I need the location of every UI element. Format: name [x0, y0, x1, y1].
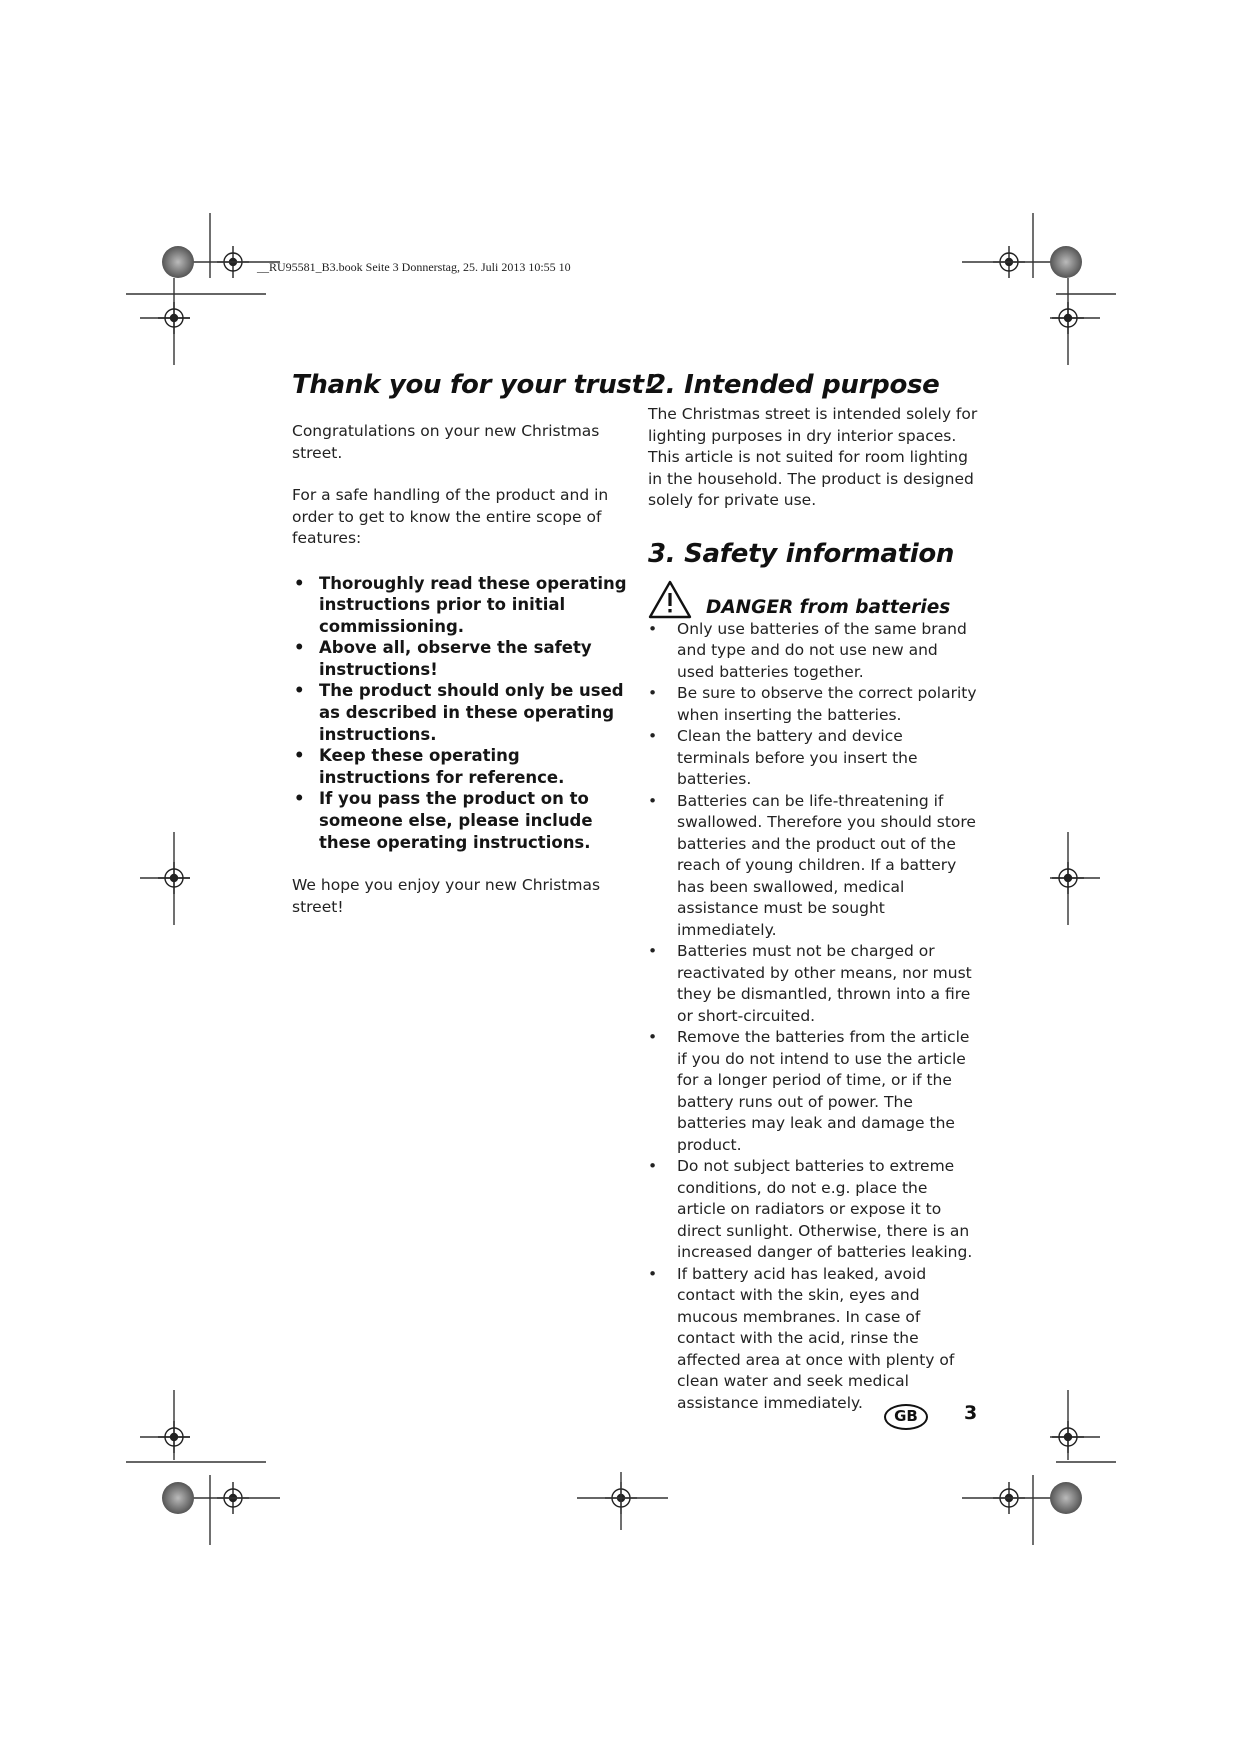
- handling-text: For a safe handling of the product and in order to get to know the entire scope of features:: [292, 486, 609, 547]
- list-item: • Keep these operating instructions for reference.: [292, 745, 632, 788]
- safety-list: [648, 619, 978, 1415]
- page-number: 3: [964, 1402, 978, 1424]
- list-item: • If battery acid has leaked, avoid contact with the skin, eyes and mucous membranes. In case of contact with the acid, rinse the affected area at once with plenty of clean water and seek medical assistance immediately.: [648, 1264, 978, 1415]
- purpose-text: The Christmas street is intended solely for lighting purposes in dry interior spaces. This article is not suited for room lighting in the household. The product is designed solely for private use.: [648, 405, 978, 509]
- left-column: [292, 370, 656, 918]
- list-item: • Batteries must not be charged or reactivated by other means, nor must they be dismantled, thrown into a fire or short-circuited.: [648, 941, 978, 1027]
- list-item: • If you pass the product on to someone else, please include these operating instructions.: [292, 788, 632, 853]
- danger-title: DANGER from batteries: [706, 596, 951, 618]
- instructions-list: [292, 573, 632, 854]
- list-item: • Thoroughly read these operating instructions prior to initial commissioning.: [292, 573, 632, 638]
- list-item: • Clean the battery and device terminals before you insert the batteries.: [648, 726, 978, 791]
- list-item: • Only use batteries of the same brand and type and do not use new and used batteries together.: [648, 619, 978, 684]
- closing-text: We hope you enjoy your new Christmas street!: [292, 876, 601, 916]
- warning-triangle-icon: [648, 579, 692, 619]
- list-item: • The product should only be used as described in these operating instructions.: [292, 680, 632, 745]
- list-item: • Be sure to observe the correct polarity when inserting the batteries.: [648, 683, 978, 726]
- list-item: • Above all, observe the safety instructions!: [292, 637, 632, 680]
- safety-information-heading: 3. Safety information: [648, 538, 955, 569]
- thank-you-heading: Thank you for your trust!: [292, 370, 656, 400]
- right-column: [648, 370, 978, 1414]
- print-slug: __RU95581_B3.book Seite 3 Donnerstag, 25. Juli 2013 10:55 10: [257, 260, 571, 274]
- list-item: • Batteries can be life-threatening if swallowed. Therefore you should store batteries and the product out of the reach of young children. If a battery has been swallowed, medical assistance must be sought immediately.: [648, 791, 978, 942]
- list-item: • Do not subject batteries to extreme conditions, do not e.g. place the article on radiators or expose it to direct sunlight. Otherwise, there is an increased danger of batteries leaking.: [648, 1156, 978, 1264]
- danger-header: [648, 577, 978, 619]
- intended-purpose-heading: 2. Intended purpose: [648, 370, 940, 400]
- country-badge: GB: [884, 1404, 928, 1430]
- list-item: • Remove the batteries from the article if you do not intend to use the article for a longer period of time, or if the battery runs out of power. The batteries may leak and damage the product.: [648, 1027, 978, 1156]
- intro-text: Congratulations on your new Christmas street.: [292, 422, 600, 462]
